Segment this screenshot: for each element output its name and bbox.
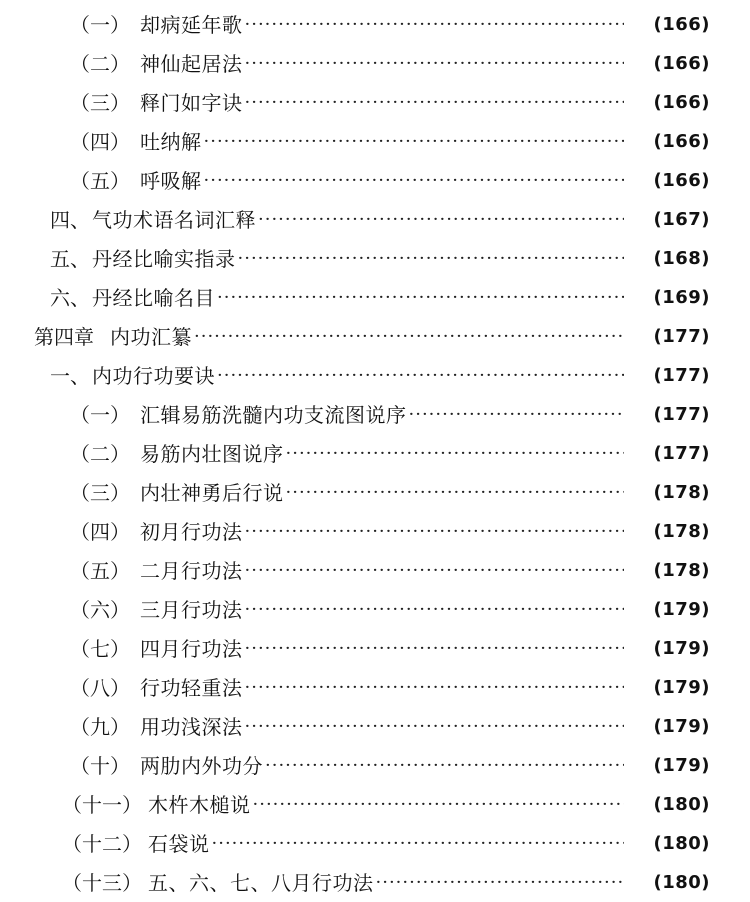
toc-entry-page: (166) <box>653 14 710 35</box>
toc-entry-title: 内功行功要诀 <box>92 364 215 388</box>
toc-entry-page: (179) <box>653 716 710 737</box>
toc-entry <box>0 708 750 746</box>
toc-entry-marker: （十三） <box>62 871 142 895</box>
toc-entry <box>0 669 750 707</box>
dot-leader <box>245 513 625 551</box>
toc-entry-marker: （九） <box>70 715 130 739</box>
toc-entry-marker: （三） <box>70 91 130 115</box>
toc-entry-marker: （四） <box>70 130 130 154</box>
toc-entry-page: (177) <box>653 365 710 386</box>
toc-entry-title: 易筋内壮图说序 <box>140 442 284 466</box>
toc-entry-marker: （五） <box>70 559 130 583</box>
dot-leader <box>245 630 625 668</box>
toc-entry-title: 石袋说 <box>148 832 210 856</box>
toc-entry-title: 丹经比喻实指录 <box>92 247 236 271</box>
toc-entry <box>0 864 750 902</box>
dot-leader <box>258 201 624 239</box>
toc-entry-title: 却病延年歌 <box>140 13 243 37</box>
toc-entry-title: 木杵木槌说 <box>148 793 251 817</box>
toc-entry <box>0 552 750 590</box>
toc-entry-title: 释门如字诀 <box>140 91 243 115</box>
toc-entry-marker: 四、 <box>50 208 90 232</box>
toc-entry-title: 神仙起居法 <box>140 52 243 76</box>
toc-entry-title: 呼吸解 <box>140 169 202 193</box>
toc-entry <box>0 396 750 434</box>
dot-leader <box>376 864 625 902</box>
toc-entry-marker: 一、 <box>50 364 90 388</box>
toc-entry-page: (166) <box>653 53 710 74</box>
dot-leader <box>204 123 625 161</box>
toc-entry-title: 四月行功法 <box>140 637 243 661</box>
toc-entry-page: (168) <box>653 248 710 269</box>
toc-entry-marker: （一） <box>70 13 130 37</box>
toc-entry-marker: （十一） <box>62 793 142 817</box>
toc-entry-chapter <box>0 318 750 356</box>
toc-entry-page: (169) <box>653 287 710 308</box>
toc-entry-page: (180) <box>653 794 710 815</box>
toc-entry-title: 五、六、七、八月行功法 <box>148 871 374 895</box>
toc-entry-title: 用功浅深法 <box>140 715 243 739</box>
toc-entry <box>0 123 750 161</box>
toc-entry <box>0 240 750 278</box>
toc-entry-title: 气功术语名词汇释 <box>92 208 256 232</box>
toc-entry-page: (180) <box>653 872 710 893</box>
toc-entry-page: (179) <box>653 638 710 659</box>
toc-entry <box>0 6 750 44</box>
toc-entry-title: 三月行功法 <box>140 598 243 622</box>
toc-entry-page: (178) <box>653 521 710 542</box>
toc-entry-page: (178) <box>653 560 710 581</box>
dot-leader <box>217 279 624 317</box>
toc-entry-page: (179) <box>653 599 710 620</box>
toc-entry-title: 二月行功法 <box>140 559 243 583</box>
dot-leader <box>409 396 625 434</box>
toc-entry <box>0 630 750 668</box>
toc-entry-title: 吐纳解 <box>140 130 202 154</box>
toc-entry-page: (179) <box>653 677 710 698</box>
dot-leader <box>245 591 625 629</box>
toc-entry-page: (166) <box>653 170 710 191</box>
toc-entry <box>0 513 750 551</box>
dot-leader <box>253 786 625 824</box>
dot-leader <box>217 357 624 395</box>
toc-entry-page: (180) <box>653 833 710 854</box>
toc-entry <box>0 825 750 863</box>
toc-entry-marker: （三） <box>70 481 130 505</box>
toc-entry-page: (177) <box>653 443 710 464</box>
toc-entry <box>0 435 750 473</box>
toc-entry-page: (166) <box>653 92 710 113</box>
dot-leader <box>245 6 625 44</box>
toc-entry-page: (179) <box>653 755 710 776</box>
toc-entry-marker: （二） <box>70 442 130 466</box>
toc-entry-marker: （七） <box>70 637 130 661</box>
toc-entry-marker: （一） <box>70 403 130 427</box>
toc-entry <box>0 45 750 83</box>
dot-leader <box>286 474 625 512</box>
toc-entry-page: (178) <box>653 482 710 503</box>
dot-leader <box>245 669 625 707</box>
toc-entry-title: 行功轻重法 <box>140 676 243 700</box>
toc-entry-page: (177) <box>653 326 710 347</box>
dot-leader <box>265 747 624 785</box>
dot-leader <box>245 45 625 83</box>
toc-entry-marker: （六） <box>70 598 130 622</box>
dot-leader <box>286 435 625 473</box>
toc-entry-marker: （八） <box>70 676 130 700</box>
toc-entry <box>0 474 750 512</box>
toc-entry <box>0 279 750 317</box>
toc-entry-page: (177) <box>653 404 710 425</box>
toc-entry-title: 两肋内外功分 <box>140 754 263 778</box>
dot-leader <box>245 84 625 122</box>
toc-entry <box>0 162 750 200</box>
toc-entry <box>0 357 750 395</box>
toc-entry <box>0 591 750 629</box>
toc-entry <box>0 201 750 239</box>
toc-entry <box>0 786 750 824</box>
dot-leader <box>212 825 625 863</box>
chapter-number: 第四章 <box>34 325 94 349</box>
toc-entry-title: 内壮神勇后行说 <box>140 481 284 505</box>
chapter-title: 内功汇纂 <box>110 325 192 349</box>
dot-leader <box>194 318 624 356</box>
dot-leader <box>238 240 625 278</box>
toc-entry-marker: （四） <box>70 520 130 544</box>
dot-leader <box>245 552 625 590</box>
toc-entry-marker: （十二） <box>62 832 142 856</box>
toc-entry-marker: （二） <box>70 52 130 76</box>
toc-entry-marker: （五） <box>70 169 130 193</box>
toc-entry <box>0 84 750 122</box>
dot-leader <box>245 708 625 746</box>
dot-leader <box>204 162 625 200</box>
toc-entry <box>0 747 750 785</box>
toc-entry-title: 初月行功法 <box>140 520 243 544</box>
toc-entry-marker: （十） <box>70 754 130 778</box>
toc-entry-marker: 五、 <box>50 247 90 271</box>
toc-entry-title: 丹经比喻名目 <box>92 286 215 310</box>
toc-entry-page: (167) <box>653 209 710 230</box>
toc-entry-marker: 六、 <box>50 286 90 310</box>
toc-entry-page: (166) <box>653 131 710 152</box>
toc-entry-title: 汇辑易筋洗髓内功支流图说序 <box>140 403 407 427</box>
